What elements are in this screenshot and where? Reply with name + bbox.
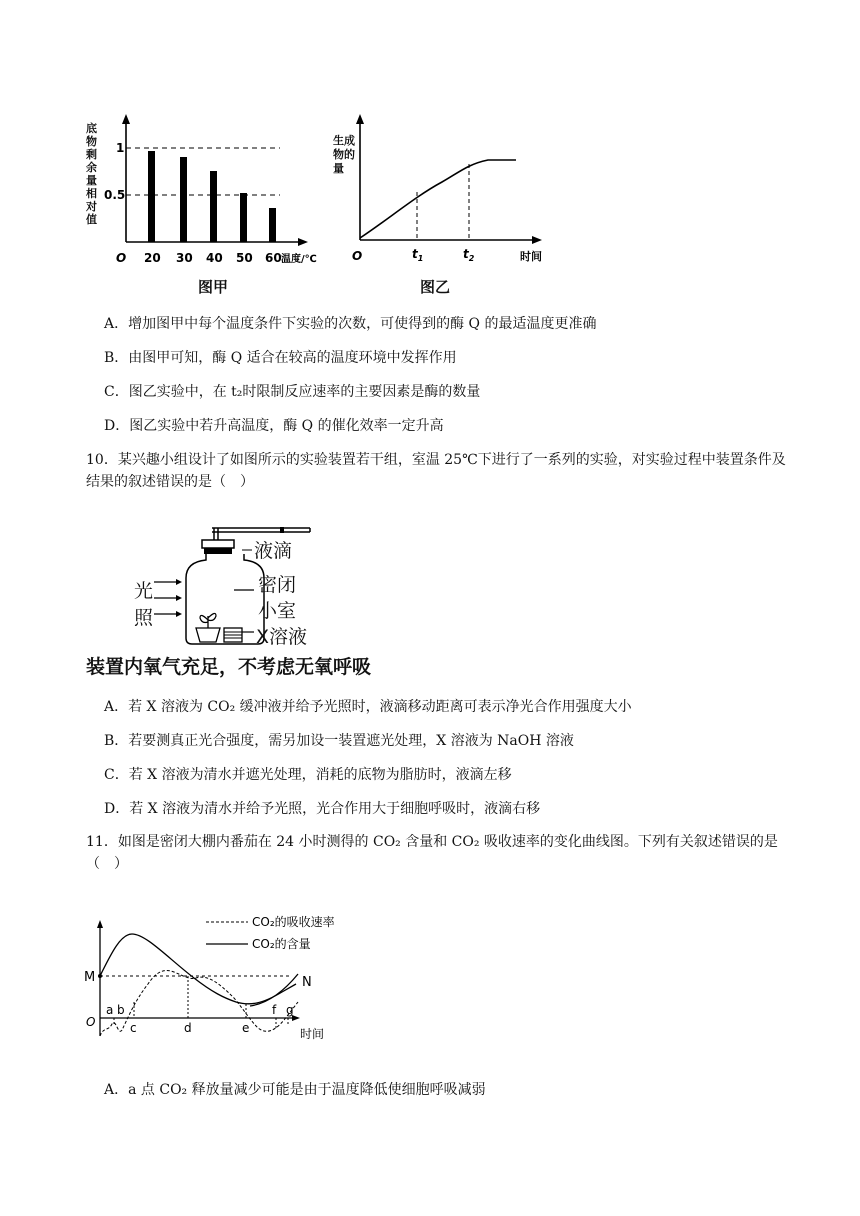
y-tick-1: 1 [116,141,125,155]
y-tick-0.5: 0.5 [104,188,126,202]
x-axis-label: 时间 [520,250,542,263]
q11-stem: 11．如图是密闭大棚内番茄在 24 小时测得的 CO₂ 含量和 CO₂ 吸收速率的变化曲线图。下列有关叙述错误的是（ ） [86,834,778,872]
bar-50 [240,193,247,242]
q9-option-d: D．图乙实验中若升高温度，酶 Q 的催化效率一定升高 [104,418,444,434]
q10-stem: 10．某兴趣小组设计了如图所示的实验装置若干组，室温 25℃下进行了一系列的实验，对实验过程中装置条件及结果的叙述错误的是（ ） [86,452,786,490]
x-tick-40: 40 [206,251,223,265]
origin-label: O [116,251,127,265]
point-n: N [302,975,312,990]
q9-option-a: A．增加图甲中每个温度条件下实验的次数，可使得到的酶 Q 的最适温度更准确 [104,316,597,332]
q10-option-c: C．若 X 溶液为清水并遮光处理，消耗的底物为脂肪时，液滴左移 [104,767,512,783]
x-tick-60: 60 [265,251,282,265]
label-light-1: 光 [134,580,154,602]
q10-option-b: B．若要测真正光合强度，需另加设一装置遮光处理，X 溶液为 NaOH 溶液 [104,733,574,749]
bar-60 [269,208,276,242]
point-a: a [106,1003,114,1017]
origin-label: O [86,1015,96,1029]
label-droplet: 液滴 [254,540,293,562]
bar-40 [210,171,217,242]
caption-yi: 图乙 [420,278,451,296]
figure-co2-curves [84,906,374,1051]
x-axis-label: 时间 [300,1027,325,1041]
point-f: f [272,1003,277,1017]
y-axis-label-jia: 底物剩余量相对值 [86,122,97,226]
point-e: e [242,1021,250,1035]
point-g: g [286,1003,294,1017]
y-axis-label-yi: 生成物的量 [333,134,355,175]
q10-option-d: D．若 X 溶液为清水并给予光照，光合作用大于细胞呼吸时，液滴右移 [104,801,541,817]
legend-rate: CO₂的吸收速率 [252,915,335,929]
point-c: c [130,1021,137,1035]
x-axis-label: 温度/℃ [281,254,317,265]
point-b: b [117,1003,125,1017]
caption-jia: 图甲 [198,278,229,296]
legend-content: CO₂的含量 [252,937,311,951]
label-solution: X溶液 [256,626,308,648]
point-d: d [184,1021,192,1035]
q9-option-b: B．由图甲可知，酶 Q 适合在较高的温度环境中发挥作用 [104,350,457,366]
figure-apparatus [130,520,350,650]
x-tick-20: 20 [144,251,161,265]
label-light-2: 照 [134,607,154,629]
apparatus-note: 装置内氧气充足，不考虑无氧呼吸 [86,656,372,678]
product-curve [360,160,516,238]
label-chamber-2: 小室 [258,600,297,622]
label-chamber-1: 密闭 [258,574,297,596]
t1-label: $t_1$ [412,247,424,263]
figure-jia [80,112,317,272]
figure-yi [330,112,560,272]
q11-option-a: A．a 点 CO₂ 释放量减少可能是由于温度降低使细胞呼吸减弱 [104,1082,486,1098]
t2-label: $t_2$ [463,247,475,263]
bar-30 [180,157,187,242]
origin-label: O [352,249,363,263]
bar-20 [148,151,155,242]
point-m: M [84,970,96,985]
x-tick-50: 50 [236,251,253,265]
q10-option-a: A．若 X 溶液为 CO₂ 缓冲液并给予光照时，液滴移动距离可表示净光合作用强度大小 [104,699,632,715]
x-tick-30: 30 [176,251,193,265]
q9-option-c: C．图乙实验中，在 t₂时限制反应速率的主要因素是酶的数量 [104,384,481,400]
